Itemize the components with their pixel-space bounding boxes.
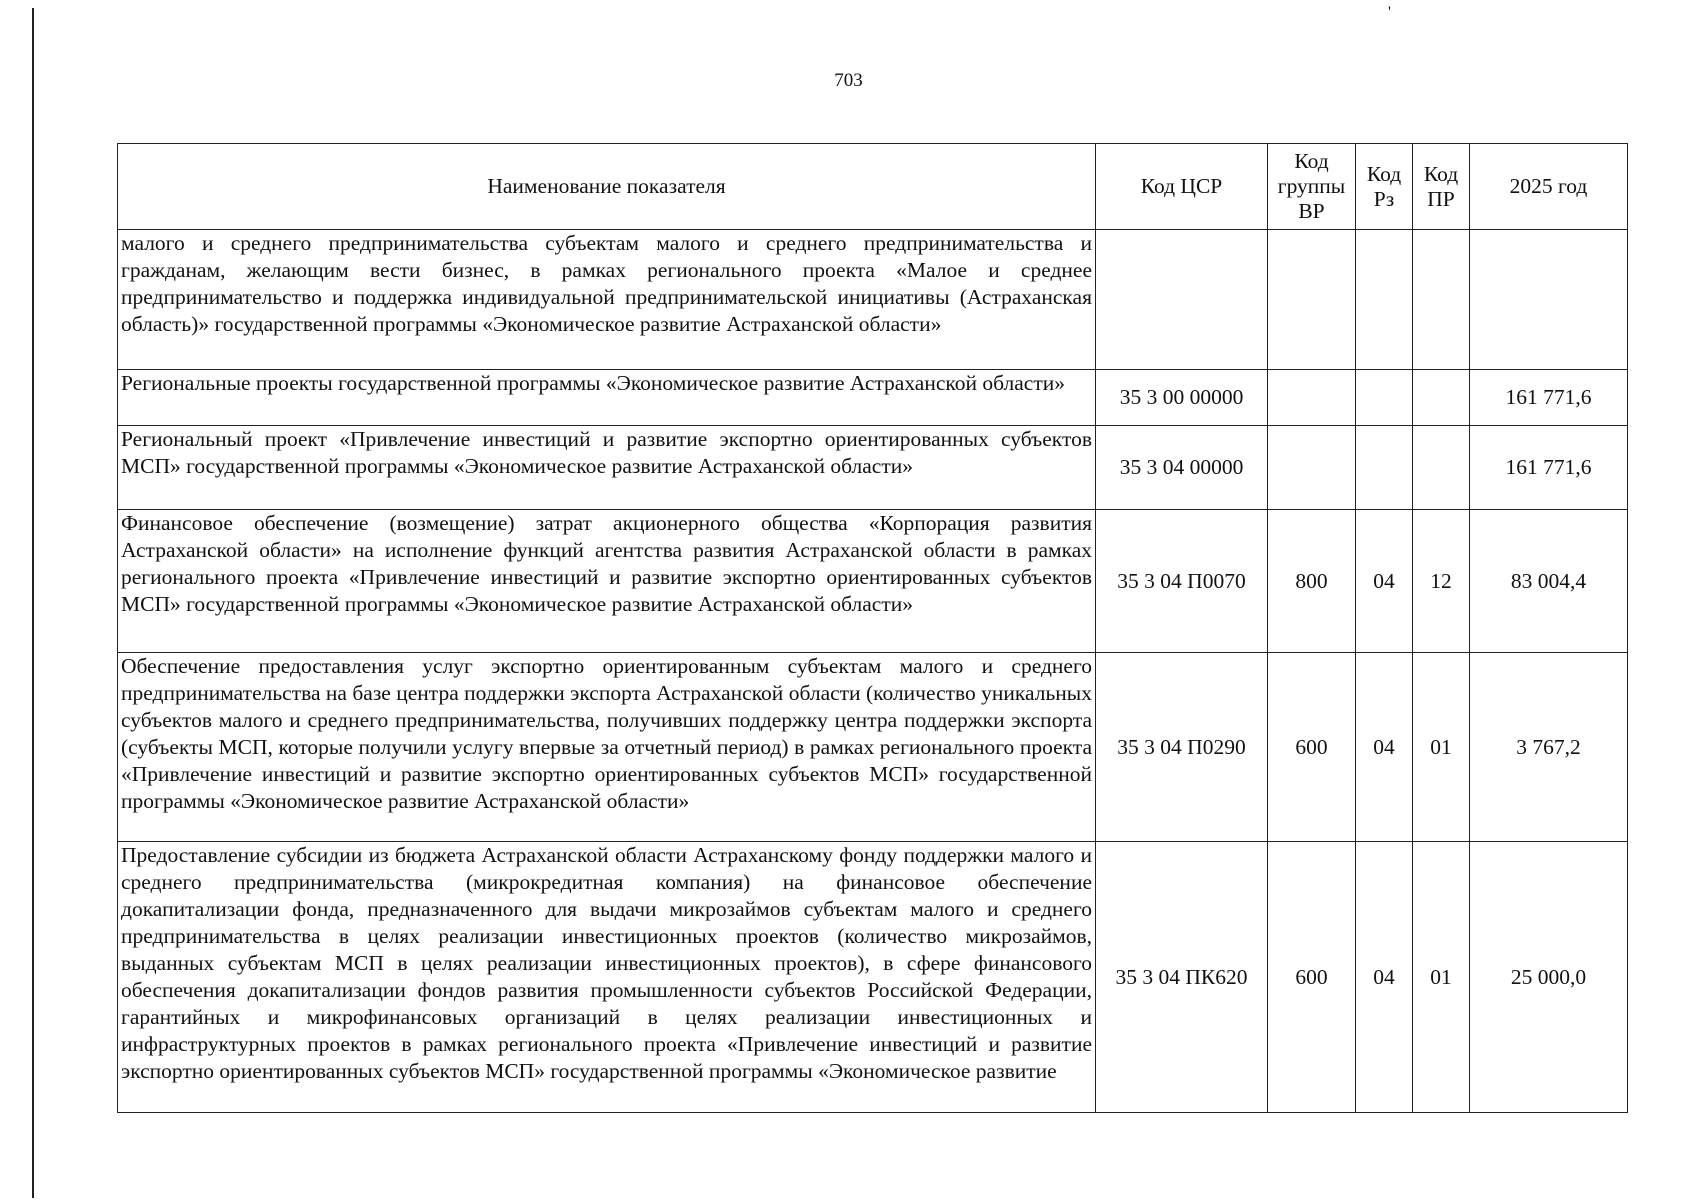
row-pr-code <box>1413 230 1470 370</box>
row-vr-code <box>1268 370 1356 426</box>
row-csr-code: 35 3 04 П0070 <box>1096 510 1268 653</box>
row-name: Региональные проекты государственной программы «Экономическое развитие Астраханской области» <box>118 370 1096 426</box>
row-csr-code: 35 3 04 ПК620 <box>1096 842 1268 1113</box>
header-vr-code: Код группы ВР <box>1268 144 1356 230</box>
row-pr-code <box>1413 370 1470 426</box>
row-pr-code: 01 <box>1413 842 1470 1113</box>
table-row <box>118 510 1628 653</box>
header-pr-code: Код ПР <box>1413 144 1470 230</box>
header-name: Наименование показателя <box>118 144 1096 230</box>
row-rz-code <box>1356 230 1413 370</box>
row-pr-code: 12 <box>1413 510 1470 653</box>
table-row <box>118 653 1628 842</box>
row-name: Предоставление субсидии из бюджета Астраханской области Астраханскому фонду поддержки малого и среднего предпринимательства (микрокредитная компания) на финансовое обеспечение докапитализации фонда, предназначенного для выдачи микрозаймов субъектам малого и среднего предпринимательства в целях реализации инвестиционных проектов (количество микрозаймов, выданных субъектам МСП в целях реализации инвестиционных проектов), в сфере финансового обеспечения докапитализации фондов развития промышленности субъектов Российской Федерации, гарантийных и микрофинансовых организаций в целях реализации инвестиционных и инфраструктурных проектов в рамках регионального проекта «Привлечение инвестиций и развитие экспортно ориентированных субъектов МСП» государственной программы «Экономическое развитие <box>118 842 1096 1113</box>
table-row <box>118 842 1628 1113</box>
row-rz-code: 04 <box>1356 842 1413 1113</box>
scan-mark: ' <box>1388 4 1391 21</box>
row-amount: 161 771,6 <box>1470 370 1628 426</box>
row-name: малого и среднего предпринимательства субъектам малого и среднего предпринимательства и гражданам, желающим вести бизнес, в рамках регионального проекта «Малое и среднее предпринимательство и поддержка индивидуальной предпринимательской инициативы (Астраханская область)» государственной программы «Экономическое развитие Астраханской области» <box>118 230 1096 370</box>
table-row <box>118 426 1628 510</box>
row-rz-code <box>1356 370 1413 426</box>
row-amount: 3 767,2 <box>1470 653 1628 842</box>
table-row <box>118 230 1628 370</box>
row-amount <box>1470 230 1628 370</box>
row-amount: 83 004,4 <box>1470 510 1628 653</box>
row-name: Финансовое обеспечение (возмещение) затрат акционерного общества «Корпорация развития Астраханской области» на исполнение функций агентства развития Астраханской области в рамках регионального проекта «Привлечение инвестиций и развитие экспортно ориентированных субъектов МСП» государственной программы «Экономическое развитие Астраханской области» <box>118 510 1096 653</box>
table-row <box>118 370 1628 426</box>
budget-table <box>117 143 1628 1113</box>
page-number: 703 <box>834 70 863 91</box>
row-name: Обеспечение предоставления услуг экспортно ориентированным субъектам малого и среднего предпринимательства на базе центра поддержки экспорта Астраханской области (количество уникальных субъектов малого и среднего предпринимательства, получивших поддержку центра поддержки экспорта (субъекты МСП, которые получили услугу впервые за отчетный период) в рамках регионального проекта «Привлечение инвестиций и развитие экспортно ориентированных субъектов МСП» государственной программы «Экономическое развитие Астраханской области» <box>118 653 1096 842</box>
row-rz-code: 04 <box>1356 653 1413 842</box>
header-rz-code: Код Рз <box>1356 144 1413 230</box>
row-csr-code: 35 3 00 00000 <box>1096 370 1268 426</box>
row-vr-code <box>1268 426 1356 510</box>
row-csr-code: 35 3 04 00000 <box>1096 426 1268 510</box>
row-name: Региональный проект «Привлечение инвестиций и развитие экспортно ориентированных субъектов МСП» государственной программы «Экономическое развитие Астраханской области» <box>118 426 1096 510</box>
page-margin-rule <box>32 8 34 1198</box>
row-rz-code: 04 <box>1356 510 1413 653</box>
row-pr-code: 01 <box>1413 653 1470 842</box>
row-vr-code: 600 <box>1268 653 1356 842</box>
row-amount: 161 771,6 <box>1470 426 1628 510</box>
row-amount: 25 000,0 <box>1470 842 1628 1113</box>
row-vr-code: 600 <box>1268 842 1356 1113</box>
header-csr-code: Код ЦСР <box>1096 144 1268 230</box>
table-header-row <box>118 144 1628 230</box>
row-pr-code <box>1413 426 1470 510</box>
row-csr-code <box>1096 230 1268 370</box>
row-vr-code: 800 <box>1268 510 1356 653</box>
row-rz-code <box>1356 426 1413 510</box>
header-year-2025: 2025 год <box>1470 144 1628 230</box>
row-vr-code <box>1268 230 1356 370</box>
row-csr-code: 35 3 04 П0290 <box>1096 653 1268 842</box>
